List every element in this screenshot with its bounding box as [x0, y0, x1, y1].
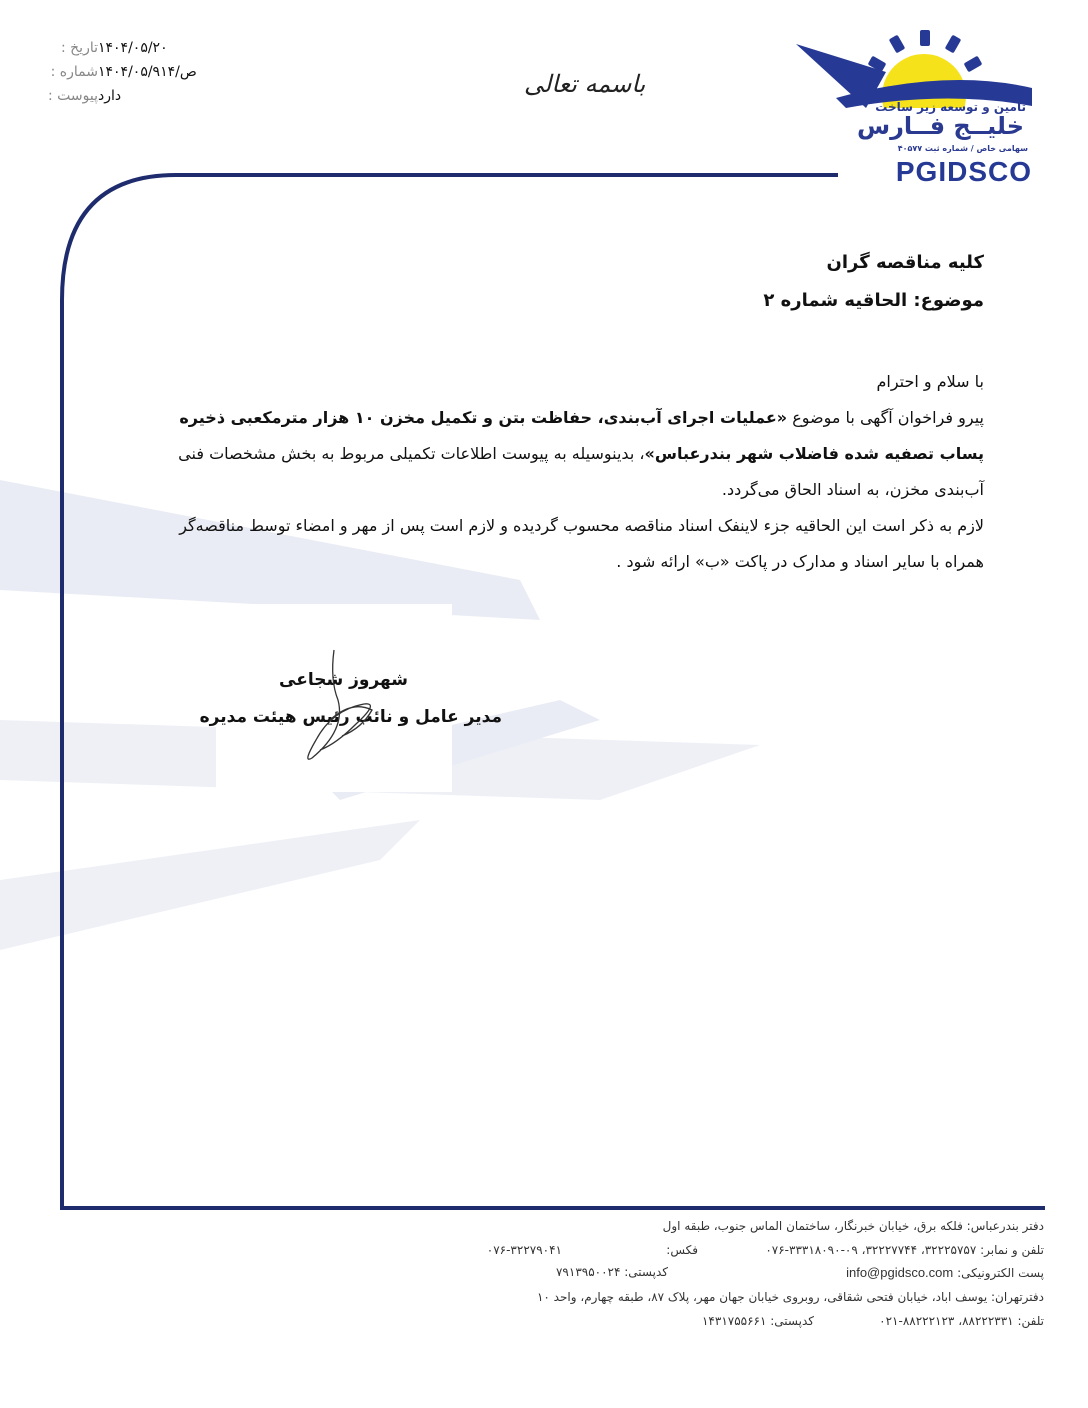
meta-date-label: تاریخ :	[60, 40, 98, 56]
logo-wordmark: PGIDSCO	[895, 156, 1032, 187]
greeting: با سلام و احترام	[876, 372, 984, 391]
company-logo	[796, 28, 1032, 188]
footer-postal-1-label: کدپستی:	[624, 1265, 668, 1279]
footer-phone-bandarabbas: تلفن و نمابر: ۳۲۲۲۵۷۵۷، ۳۲۲۲۷۷۴۴، ۰۹-۳۳۳۱۸۰۹۰-۰۷۶	[765, 1243, 1044, 1257]
recipient: کلیه مناقصه گران	[826, 252, 984, 273]
logo-title: خلیــج فــارس	[856, 112, 1024, 140]
footer-fax: ۰۷۶-۳۲۲۷۹۰۴۱	[486, 1243, 562, 1257]
footer-address-bandarabbas: دفتر بندرعباس: فلکه برق، خیابان خبرنگار، ساختمان الماس جنوب، طبقه اول	[662, 1219, 1044, 1233]
basmala: باسمه تعالی	[524, 70, 646, 98]
paragraph-1-project-title: «عملیات اجرای آب‌بندی، حفاظت بتن و تکمیل مخزن ۱۰ هزار مترمکعبی ذخیره پساب تصفیه شده فاضلاب شهر بندرعباس»	[179, 408, 984, 463]
logo-subtitle: تامین و توسعه زیر ساخت	[875, 100, 1026, 114]
paragraph-1-rest: ، بدینوسیله به پیوست اطلاعات تکمیلی مربوط به بخش مشخصات فنی آب‌بندی مخزن، به اسناد الحاق می‌گردد.	[178, 444, 984, 499]
meta-number-value: ص/۱۴۰۴/۰۵/۹۱۴	[98, 64, 197, 80]
meta-attachment-value: دارد	[98, 88, 122, 104]
meta-attachment	[36, 88, 246, 112]
frame-curve	[62, 175, 1045, 1208]
footer-postal-2-label: کدپستی:	[770, 1314, 814, 1328]
footer-fax-label: فکس:	[666, 1243, 698, 1257]
footer-postal-2-value: ۱۴۳۱۷۵۵۶۶۱	[701, 1314, 767, 1328]
footer-phone-tehran: تلفن: ۸۸۲۲۲۳۳۱، ۸۸۲۲۲۱۲۳-۰۲۱	[879, 1314, 1044, 1328]
logo-registration: سهامی خاص / شماره ثبت ۴۰۵۷۷	[897, 144, 1028, 153]
subject: موضوع: الحاقیه شماره ۲	[763, 290, 984, 311]
signatory-name: شهروز شجاعی	[279, 670, 408, 690]
meta-number	[36, 64, 246, 88]
meta-number-label: شماره :	[50, 64, 98, 80]
paragraph-2: لازم به ذکر است این الحاقیه جزء لاینفک اسناد مناقصه محسوب گردیده و لازم است پس از مهر و امضاء توسط مناقصه‌گر همراه با سایر اسناد و مدارک در پاکت «ب» ارائه شود .	[179, 516, 984, 571]
handwritten-signature	[272, 640, 392, 770]
meta-attachment-label: پیوست :	[48, 88, 98, 104]
footer-postal-1-value: ۷۹۱۳۹۵۰۰۲۴	[555, 1265, 621, 1279]
footer-email-label: پست الکترونیکی:	[957, 1266, 1044, 1280]
signatory-title: مدیر عامل و نائب رئیس هیئت مدیره	[199, 707, 502, 727]
footer-postal-1	[556, 1265, 668, 1279]
meta-date	[36, 40, 246, 64]
meta-date-value: ۱۴۰۴/۰۵/۲۰	[98, 40, 168, 56]
footer-postal-2	[702, 1314, 814, 1328]
footer-email[interactable]: info@pgidsco.com	[846, 1265, 954, 1280]
logo-emblem	[796, 28, 1032, 108]
letter-meta	[36, 40, 246, 112]
footer-email-row	[846, 1265, 1044, 1280]
footer-address-tehran: دفترتهران: یوسف اباد، خیابان فتحی شقاقی، روبروی خیابان جهان مهر، پلاک ۸۷، طبقه چهارم، واحد ۱۰	[536, 1290, 1044, 1304]
letter-body	[138, 364, 984, 580]
paragraph-1	[138, 400, 984, 508]
paragraph-1-intro: پیرو فراخوان آگهی با موضوع	[787, 408, 984, 427]
